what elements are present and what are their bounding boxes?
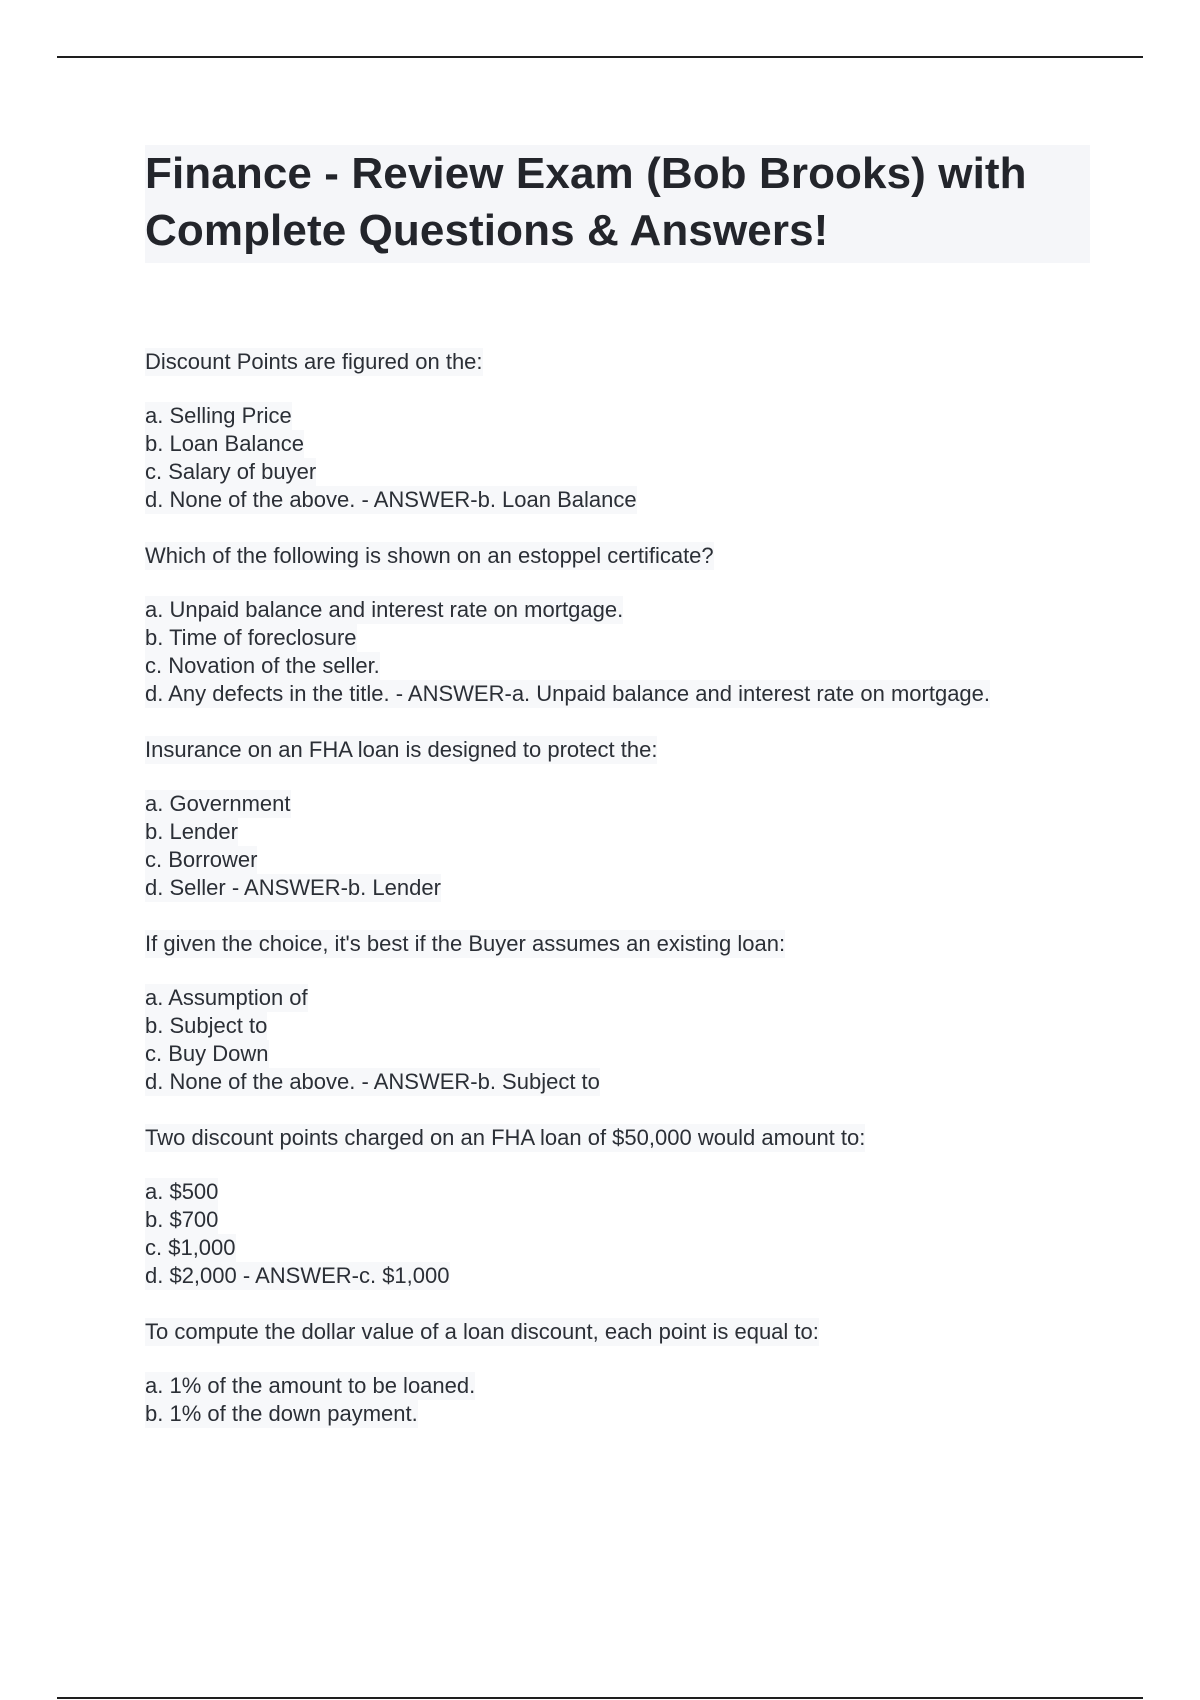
question-block bbox=[145, 348, 1090, 514]
option-text: c. Novation of the seller. bbox=[145, 653, 380, 678]
question-block bbox=[145, 736, 1090, 902]
question-list bbox=[145, 348, 1090, 1428]
option-list bbox=[145, 984, 1090, 1096]
option-text: a. $500 bbox=[145, 1179, 219, 1204]
option-text: b. $700 bbox=[145, 1207, 219, 1232]
option-item bbox=[145, 818, 1090, 846]
question-text: If given the choice, it's best if the Buyer assumes an existing loan: bbox=[145, 931, 786, 956]
option-list bbox=[145, 596, 1090, 708]
option-text: a. Government bbox=[145, 791, 291, 816]
option-text: b. 1% of the down payment. bbox=[145, 1401, 418, 1426]
option-item bbox=[145, 1178, 1090, 1206]
question-text: Discount Points are figured on the: bbox=[145, 349, 483, 374]
question-text: Insurance on an FHA loan is designed to protect the: bbox=[145, 737, 658, 762]
option-item bbox=[145, 1012, 1090, 1040]
option-text: a. Assumption of bbox=[145, 985, 308, 1010]
option-text: c. Buy Down bbox=[145, 1041, 269, 1066]
option-text: b. Lender bbox=[145, 819, 238, 844]
option-text: b. Loan Balance bbox=[145, 431, 305, 456]
top-divider bbox=[57, 56, 1143, 58]
question-block bbox=[145, 542, 1090, 708]
option-item bbox=[145, 652, 1090, 680]
question-text: Which of the following is shown on an estoppel certificate? bbox=[145, 543, 714, 568]
option-text: c. $1,000 bbox=[145, 1235, 236, 1260]
option-text: c. Salary of buyer bbox=[145, 459, 317, 484]
option-list bbox=[145, 790, 1090, 902]
question-block bbox=[145, 1124, 1090, 1290]
option-item bbox=[145, 1206, 1090, 1234]
option-list bbox=[145, 1178, 1090, 1290]
question-block bbox=[145, 1318, 1090, 1428]
question-text: Two discount points charged on an FHA loan of $50,000 would amount to: bbox=[145, 1125, 866, 1150]
option-text: a. Selling Price bbox=[145, 403, 292, 428]
option-item-answer bbox=[145, 1068, 1090, 1096]
option-item bbox=[145, 790, 1090, 818]
option-text: d. None of the above. - ANSWER-b. Loan Balance bbox=[145, 487, 637, 512]
option-text: b. Subject to bbox=[145, 1013, 268, 1038]
option-list bbox=[145, 1372, 1090, 1428]
option-item bbox=[145, 1234, 1090, 1262]
option-item bbox=[145, 846, 1090, 874]
option-item bbox=[145, 596, 1090, 624]
question-text: To compute the dollar value of a loan discount, each point is equal to: bbox=[145, 1319, 819, 1344]
option-text: d. Any defects in the title. - ANSWER-a. Unpaid balance and interest rate on mortgage. bbox=[145, 681, 991, 706]
title-block bbox=[145, 145, 1090, 263]
option-text: c. Borrower bbox=[145, 847, 258, 872]
document-body bbox=[145, 145, 1090, 1456]
option-text: a. 1% of the amount to be loaned. bbox=[145, 1373, 476, 1398]
question-block bbox=[145, 930, 1090, 1096]
option-item bbox=[145, 1400, 1090, 1428]
option-text: b. Time of foreclosure bbox=[145, 625, 357, 650]
option-text: d. $2,000 - ANSWER-c. $1,000 bbox=[145, 1263, 450, 1288]
option-item-answer bbox=[145, 1262, 1090, 1290]
option-item bbox=[145, 430, 1090, 458]
option-item bbox=[145, 1372, 1090, 1400]
option-text: d. Seller - ANSWER-b. Lender bbox=[145, 875, 441, 900]
option-item bbox=[145, 1040, 1090, 1068]
option-item bbox=[145, 458, 1090, 486]
bottom-divider bbox=[57, 1697, 1143, 1699]
option-text: a. Unpaid balance and interest rate on mortgage. bbox=[145, 597, 624, 622]
option-item-answer bbox=[145, 680, 1090, 708]
option-item bbox=[145, 984, 1090, 1012]
option-text: d. None of the above. - ANSWER-b. Subject to bbox=[145, 1069, 600, 1094]
option-item-answer bbox=[145, 874, 1090, 902]
option-list bbox=[145, 402, 1090, 514]
option-item bbox=[145, 624, 1090, 652]
document-title: Finance - Review Exam (Bob Brooks) with Complete Questions & Answers! bbox=[145, 149, 1027, 255]
option-item bbox=[145, 402, 1090, 430]
option-item-answer bbox=[145, 486, 1090, 514]
